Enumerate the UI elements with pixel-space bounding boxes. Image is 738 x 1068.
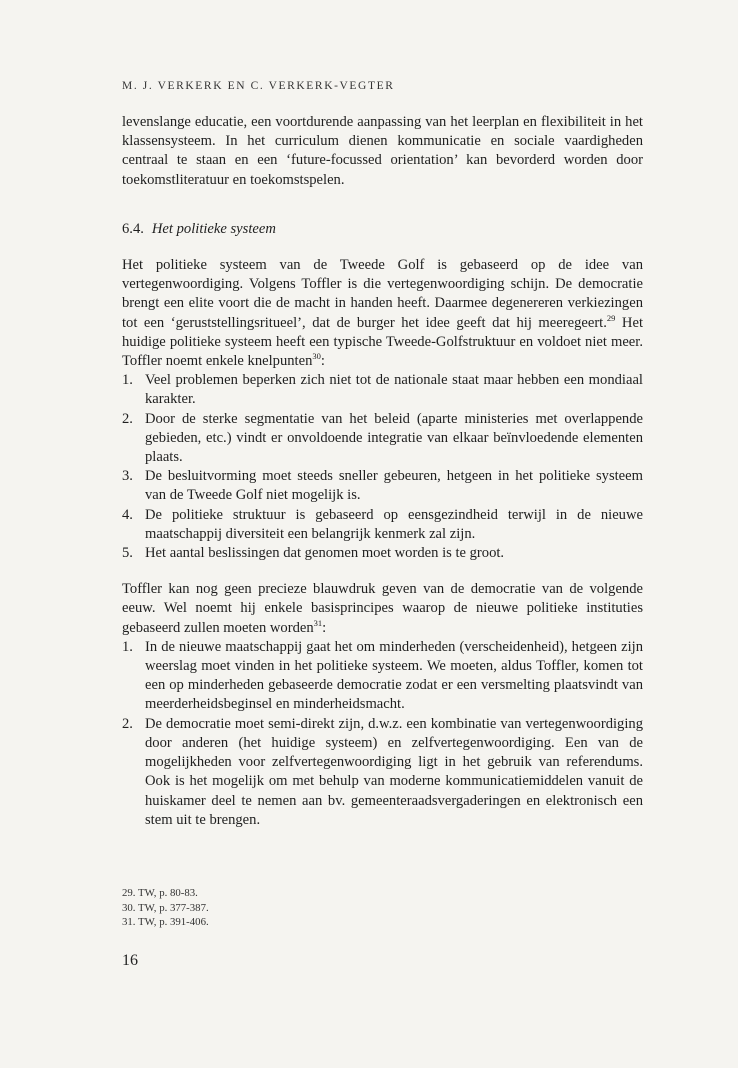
list-item bbox=[122, 544, 643, 563]
body-paragraph-1 bbox=[122, 256, 643, 371]
body-text: Het huidige politieke systeem heeft een typische Tweede-Golfstruktuur en voldoet niet meer. Toffler noemt enkele knelpunten bbox=[122, 314, 643, 370]
page-content bbox=[122, 113, 643, 830]
list-number: 1. bbox=[122, 372, 133, 389]
footnote-ref: 30 bbox=[312, 351, 321, 362]
list-item bbox=[122, 410, 643, 468]
footnote-ref: 31 bbox=[313, 617, 323, 628]
list-text: In de nieuwe maatschappij gaat het om minderheden (verscheidenheid), hetgeen zijn weerslag moet vinden in het politieke systeem. We moeten, aldus Toffler, komen tot een op minderheden gebaseerde democratie zodat er een versmelting plaatsvindt van meerderheidsbeginsel en minderheidsmacht. bbox=[145, 638, 643, 713]
list-number: 3. bbox=[122, 468, 133, 485]
problems-list bbox=[122, 371, 643, 563]
section-heading bbox=[122, 220, 643, 239]
list-item bbox=[122, 638, 643, 715]
body-text: Het politieke systeem van de Tweede Golf is gebaseerd op de idee van vertegenwoordiging. Volgens Toffler is die vertegenwoordiging schijn. De democratie brengt een elite voort die de macht in handen heeft. Daarmee degenereren verkiezingen tot een ‘geruststellingsritueel’, dat de burger het idee geeft dat hij meeregeert. bbox=[122, 257, 643, 331]
footnote-ref: 29 bbox=[606, 312, 616, 323]
list-text: Veel problemen beperken zich niet tot de nationale staat maar hebben een mondiaal karakter. bbox=[145, 372, 643, 408]
list-item bbox=[122, 506, 643, 544]
list-text: De politieke struktuur is gebaseerd op eensgezindheid terwijl in de nieuwe maatschappij diversiteit een belangrijk kenmerk zal zijn. bbox=[145, 506, 643, 542]
footnote: 29. TW, p. 80-83. bbox=[122, 887, 198, 899]
list-item bbox=[122, 371, 643, 409]
body-text: : bbox=[322, 619, 327, 636]
list-number: 2. bbox=[122, 715, 133, 732]
list-number: 2. bbox=[122, 410, 133, 427]
list-text: Het aantal beslissingen dat genomen moet worden is te groot. bbox=[145, 545, 505, 562]
list-text: Door de sterke segmentatie van het beleid (aparte ministeries met overlappende gebieden, etc.) vindt er onvoldoende integratie van elkaar beïnvloedende elementen plaats. bbox=[145, 410, 643, 466]
section-number: 6.4. bbox=[122, 220, 144, 237]
body-paragraph-2 bbox=[122, 580, 643, 638]
list-number: 4. bbox=[122, 506, 133, 523]
body-text: Toffler kan nog geen precieze blauwdruk geven van de democratie van de volgende eeuw. Wel noemt hij enkele basisprincipes waarop de nieuwe politieke instituties gebaseerd zullen moeten worden bbox=[122, 581, 643, 636]
list-text: De besluitvorming moet steeds sneller gebeuren, hetgeen in het politieke systeem van de Tweede Golf niet mogelijk is. bbox=[145, 468, 643, 504]
list-text: De democratie moet semi-direkt zijn, d.w.z. een kombinatie van vertegenwoordiging door anderen (het huidige systeem) en zelfvertegenwoordiging. Een van de mogelijkheden voor zelfvertegenwoordiging ligt in het gebruik van referendums. Ook is het mogelijk om met behulp van moderne kommunicatiemiddelen vanuit de huiskamer deel te nemen aan bv. gemeenteraadsvergaderingen en elektronisch een stem uit te brengen. bbox=[145, 715, 643, 828]
list-number: 1. bbox=[122, 638, 133, 655]
intro-paragraph: levenslange educatie, een voortdurende aanpassing van het leerplan en flexibiliteit in het klassensysteem. In het curriculum dienen kommunicatie en sociale vaardigheden centraal te staan en een ‘future-focussed orientation’ kan bevorderd worden door toekomstliteratuur en toekomstspelen. bbox=[122, 114, 643, 188]
list-number: 5. bbox=[122, 545, 133, 562]
running-head: M. J. VERKERK EN C. VERKERK-VEGTER bbox=[122, 80, 395, 92]
footnotes bbox=[122, 886, 422, 930]
list-item bbox=[122, 467, 643, 505]
footnote: 31. TW, p. 391-406. bbox=[122, 916, 209, 928]
list-item bbox=[122, 715, 643, 830]
page-number: 16 bbox=[122, 952, 138, 969]
body-text: : bbox=[320, 353, 325, 370]
footnote: 30. TW, p. 377-387. bbox=[122, 901, 209, 914]
principles-list bbox=[122, 638, 643, 830]
section-title: Het politieke systeem bbox=[151, 220, 276, 237]
